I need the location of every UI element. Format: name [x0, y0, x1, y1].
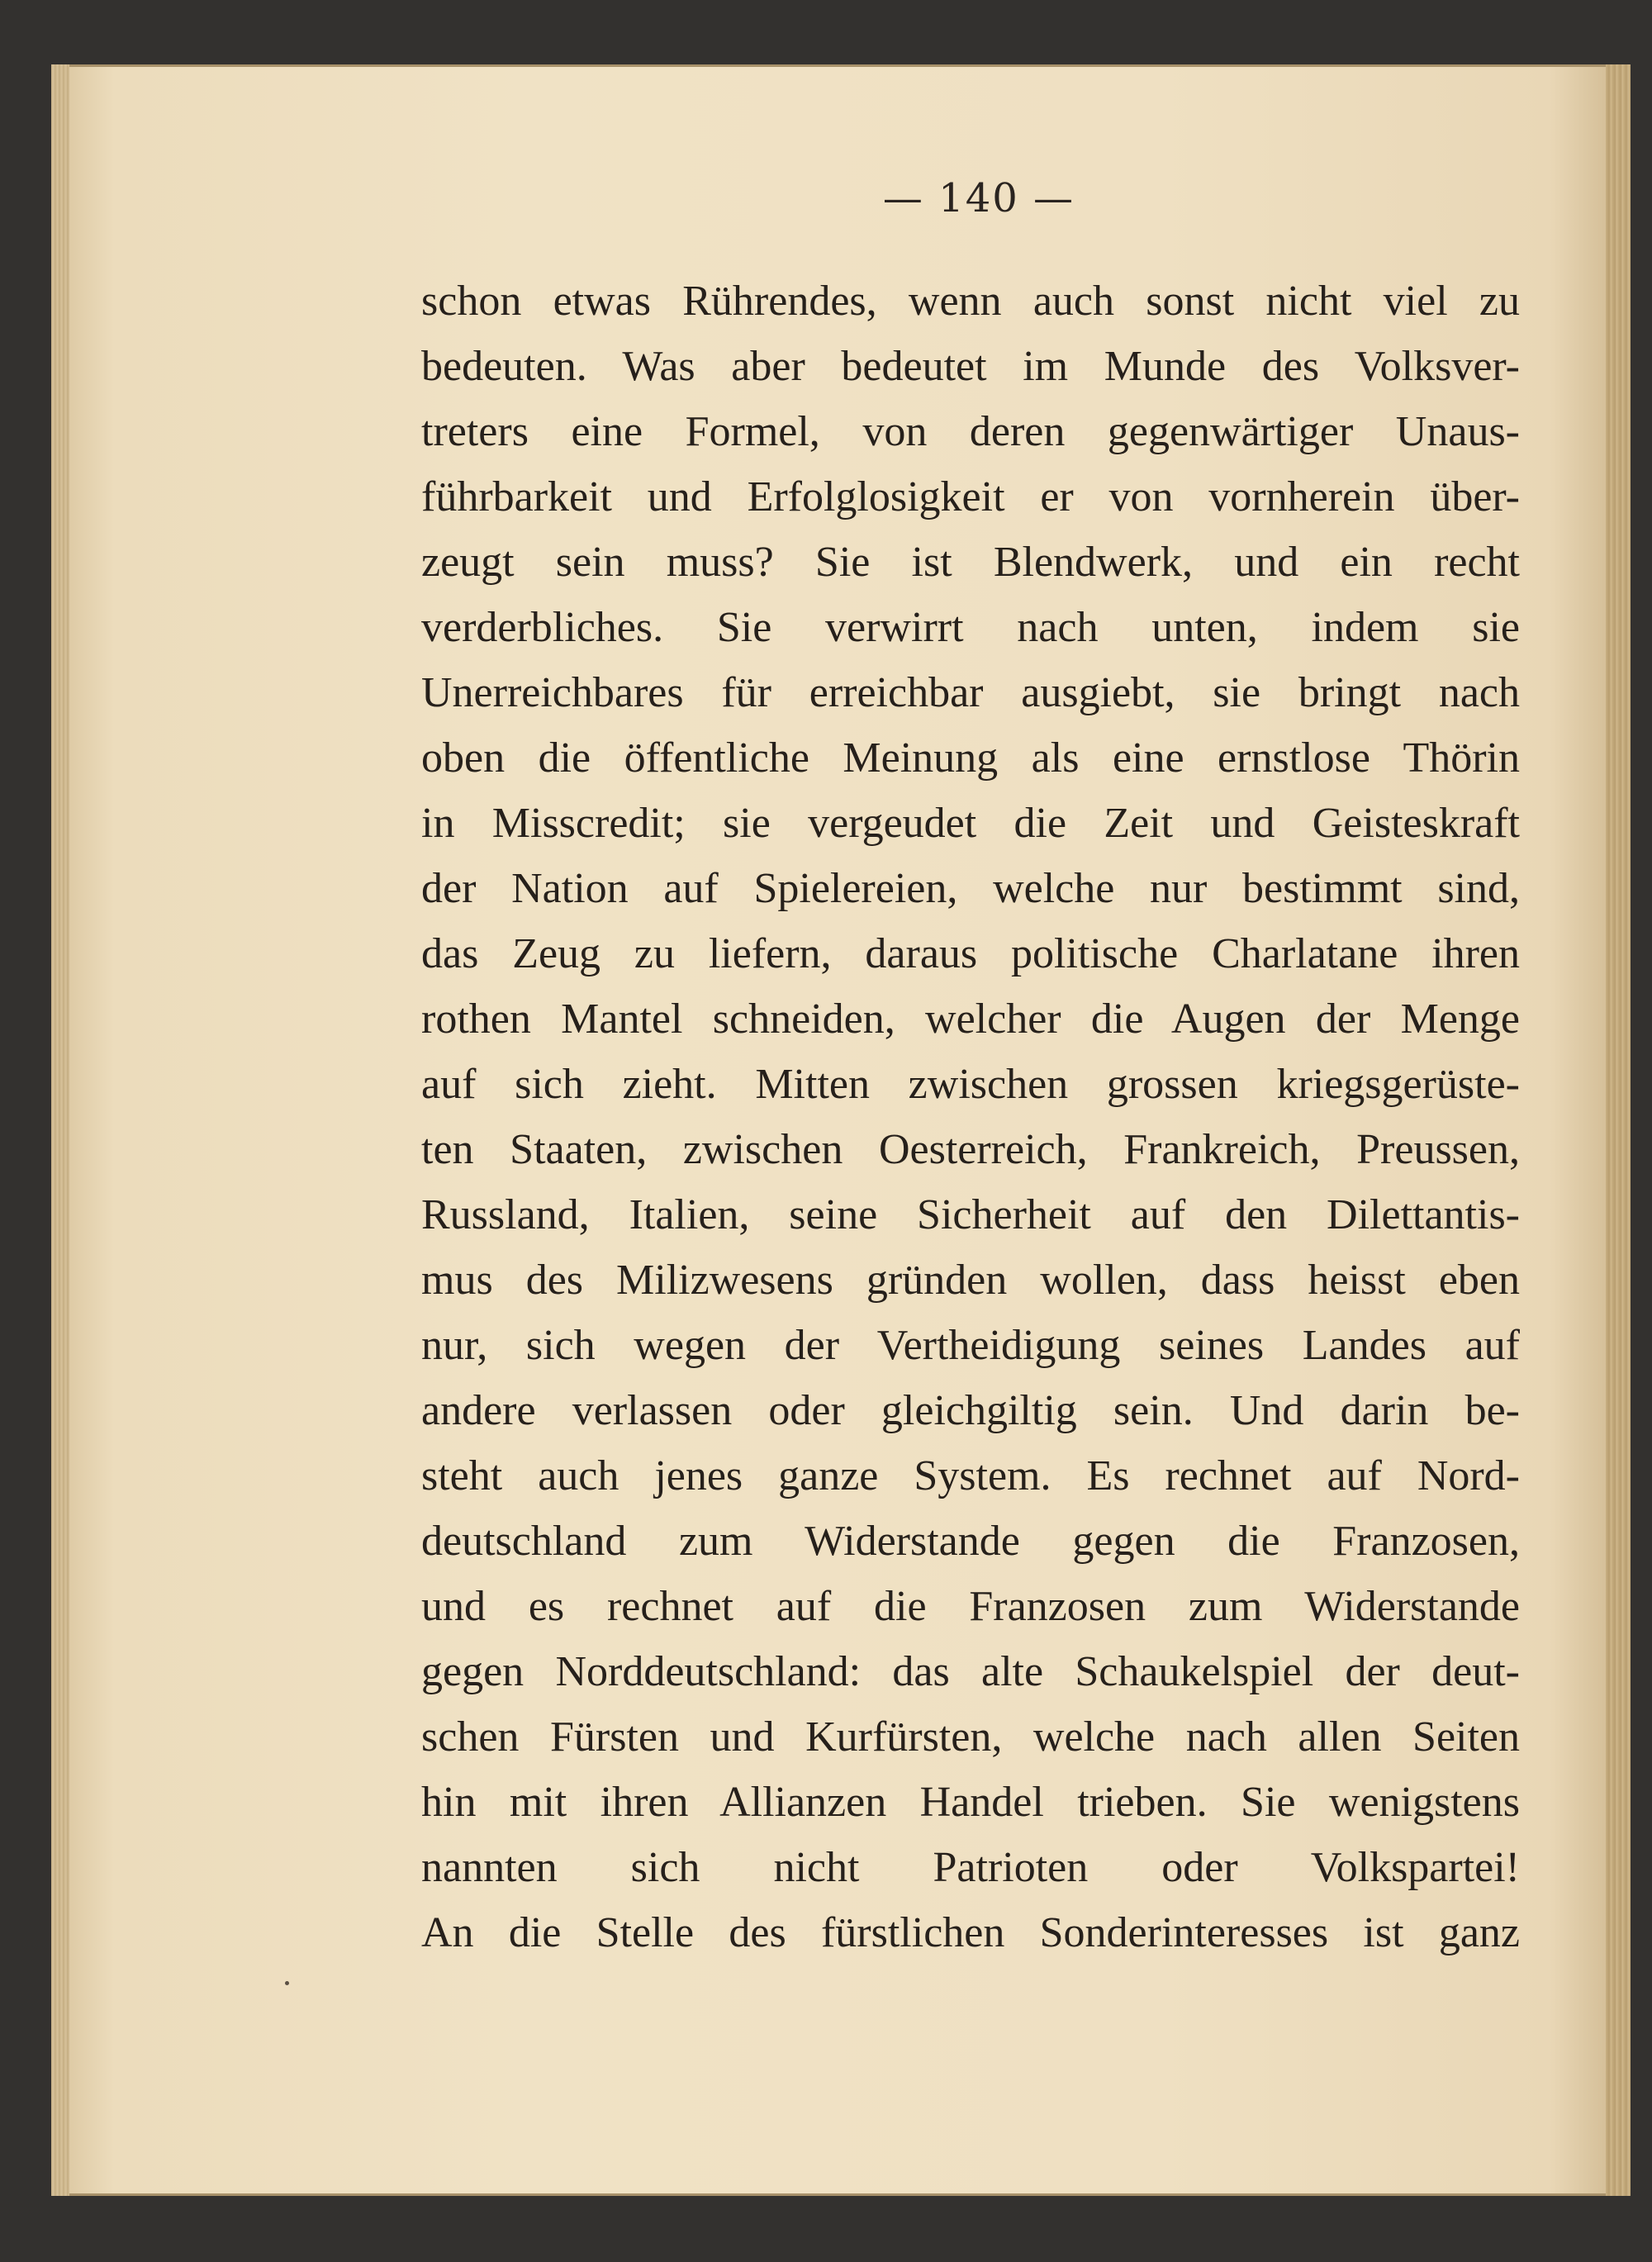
text-line: oben die öffentliche Meinung als eine ernstlose Thörin	[421, 734, 1520, 782]
text-line: An die Stelle des fürstlichen Sonderinteresses ist ganz	[421, 1909, 1520, 1956]
text-line: nur, sich wegen der Vertheidigung seines Landes auf	[421, 1322, 1520, 1369]
text-line: schon etwas Rührendes, wenn auch sonst nicht viel zu	[421, 278, 1520, 325]
text-line: mus des Milizwesens gründen wollen, dass heisst eben	[421, 1257, 1520, 1304]
text-line: andere verlassen oder gleichgiltig sein. Und darin be-	[421, 1387, 1520, 1434]
text-line: deutschland zum Widerstande gegen die Franzosen,	[421, 1518, 1520, 1565]
text-line: treters eine Formel, von deren gegenwärtiger Unaus-	[421, 408, 1520, 455]
page-number: — 140 —	[882, 175, 1075, 221]
text-line: führbarkeit und Erfolglosigkeit er von vornherein über-	[421, 473, 1520, 520]
paper-speck	[285, 1981, 289, 1985]
text-line: rothen Mantel schneiden, welcher die Augen der Menge	[421, 996, 1520, 1043]
text-line: ten Staaten, zwischen Oesterreich, Frankreich, Preussen,	[421, 1126, 1520, 1173]
text-line: steht auch jenes ganze System. Es rechnet auf Nord-	[421, 1452, 1520, 1499]
text-line: zeugt sein muss? Sie ist Blendwerk, und ein recht	[421, 539, 1520, 586]
text-line: verderbliches. Sie verwirrt nach unten, indem sie	[421, 604, 1520, 651]
text-line: der Nation auf Spielereien, welche nur bestimmt sind,	[421, 865, 1520, 912]
page-edge-right	[1606, 64, 1631, 2196]
text-line: Russland, Italien, seine Sicherheit auf den Dilettantis-	[421, 1191, 1520, 1238]
body-text	[421, 268, 1520, 1965]
text-line: schen Fürsten und Kurfürsten, welche nach allen Seiten	[421, 1713, 1520, 1761]
text-line: hin mit ihren Allianzen Handel trieben. Sie wenigstens	[421, 1779, 1520, 1826]
text-line: und es rechnet auf die Franzosen zum Widerstande	[421, 1583, 1520, 1630]
text-line: nannten sich nicht Patrioten oder Volkspartei!	[421, 1844, 1520, 1891]
text-line: in Misscredit; sie vergeudet die Zeit und Geisteskraft	[421, 800, 1520, 847]
text-line: das Zeug zu liefern, daraus politische Charlatane ihren	[421, 930, 1520, 977]
text-line: auf sich zieht. Mitten zwischen grossen kriegsgerüste-	[421, 1061, 1520, 1108]
page-edge-left	[51, 64, 69, 2196]
text-line: gegen Norddeutschland: das alte Schaukelspiel der deut-	[421, 1648, 1520, 1695]
text-line: bedeuten. Was aber bedeutet im Munde des Volksver-	[421, 343, 1520, 390]
text-line: Unerreichbares für erreichbar ausgiebt, sie bringt nach	[421, 669, 1520, 716]
